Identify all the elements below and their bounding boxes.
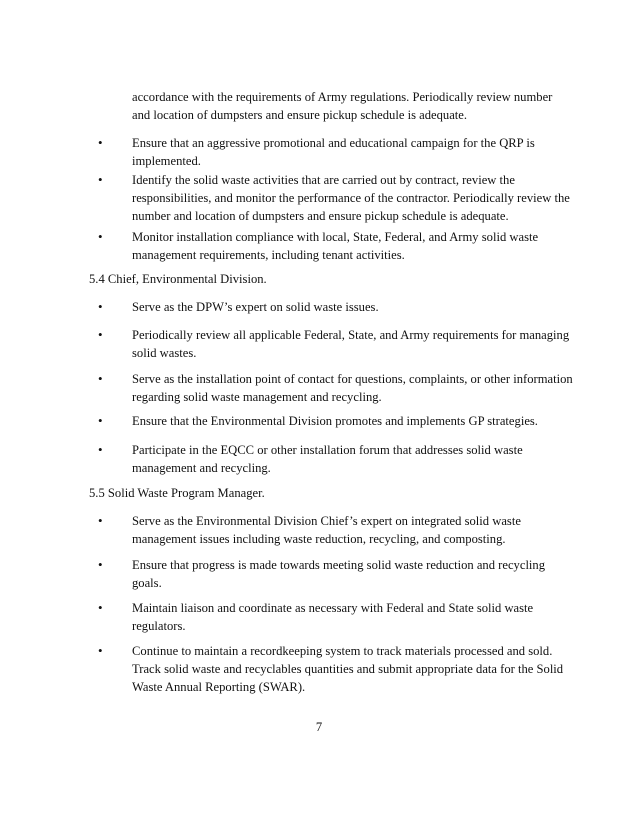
page-number: 7	[315, 720, 323, 734]
list-item	[98, 298, 576, 316]
bullet-icon: •	[98, 600, 103, 615]
list-item-text: Ensure that an aggressive promotional and educational campaign for the QRP is implemented.	[132, 136, 535, 168]
bullet-icon: •	[98, 643, 103, 658]
list-item	[98, 134, 576, 170]
list-item	[98, 326, 576, 362]
bullet-icon: •	[98, 513, 103, 528]
list-item-text: Ensure that progress is made towards meeting solid waste reduction and recycling goals.	[132, 558, 546, 590]
list-item-text: Serve as the installation point of contact for questions, complaints, or other information regarding solid waste management and recycling.	[132, 372, 573, 404]
list-item	[98, 370, 576, 406]
list-item	[98, 556, 576, 592]
bullet-icon: •	[98, 413, 103, 428]
list-item	[98, 171, 576, 225]
bullet-icon: •	[98, 442, 103, 457]
bullet-icon: •	[98, 229, 103, 244]
list-item	[98, 228, 576, 264]
list-item-text: Continue to maintain a recordkeeping system to track materials processed and sold. Track solid waste and recyclables quantities and submit appropriate data for the Solid Waste Annual Reporting (SWAR).	[132, 644, 564, 694]
section-heading: 5.4 Chief, Environmental Division.	[89, 272, 267, 286]
list-item	[98, 441, 576, 477]
bullet-icon: •	[98, 172, 103, 187]
section-heading: 5.5 Solid Waste Program Manager.	[89, 486, 265, 500]
bullet-icon: •	[98, 557, 103, 572]
list-item	[98, 642, 576, 696]
list-item-text: Identify the solid waste activities that are carried out by contract, review the responsibilities, and monitor the performance of the contractor. Periodically review the number and location of dumpsters and ensure pickup schedule is adequate.	[132, 173, 570, 223]
bullet-icon: •	[98, 299, 103, 314]
list-item-text: Ensure that the Environmental Division promotes and implements GP strategies.	[132, 414, 538, 428]
list-item	[98, 412, 576, 430]
bullet-icon: •	[98, 371, 103, 386]
list-item-text: Maintain liaison and coordinate as necessary with Federal and State solid waste regulators.	[132, 601, 534, 633]
list-item-text: Periodically review all applicable Federal, State, and Army requirements for managing solid wastes.	[132, 328, 570, 360]
list-item-text: Serve as the DPW’s expert on solid waste issues.	[132, 300, 379, 314]
list-item	[98, 599, 576, 635]
continued-paragraph: accordance with the requirements of Army regulations. Periodically review number and location of dumpsters and ensure pickup schedule is adequate.	[132, 90, 553, 122]
list-item	[98, 512, 576, 548]
list-item-text: Participate in the EQCC or other installation forum that addresses solid waste management and recycling.	[132, 443, 523, 475]
bullet-icon: •	[98, 327, 103, 342]
bullet-icon: •	[98, 135, 103, 150]
list-item-text: Serve as the Environmental Division Chief’s expert on integrated solid waste management issues including waste reduction, recycling, and composting.	[132, 514, 521, 546]
list-item-text: Monitor installation compliance with local, State, Federal, and Army solid waste management requirements, including tenant activities.	[132, 230, 539, 262]
